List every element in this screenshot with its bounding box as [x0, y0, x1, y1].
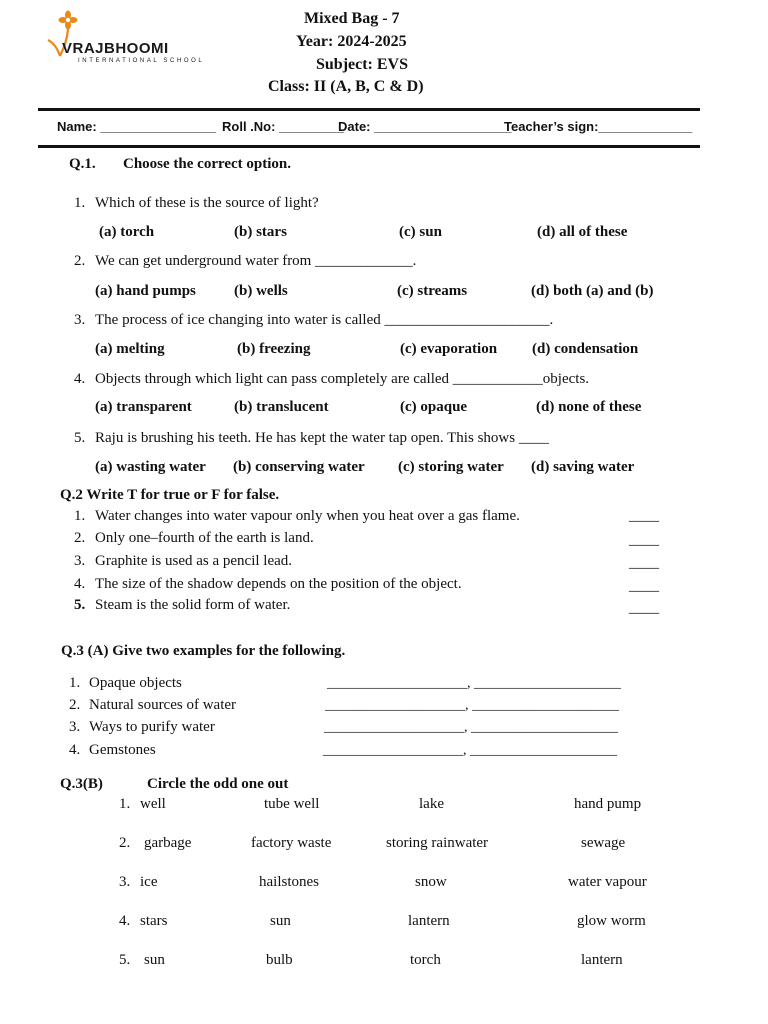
bottom-rule	[38, 145, 700, 148]
item-number: 4.	[74, 576, 86, 592]
answer-blank: ____	[629, 532, 659, 548]
option-a: (a) hand pumps	[95, 283, 196, 299]
option-d: (d) saving water	[531, 459, 635, 475]
option-a: (a) melting	[95, 341, 165, 357]
word-option: hand pump	[574, 796, 642, 812]
header-year: Year: 2024-2025	[296, 33, 407, 50]
option-c: (c) streams	[397, 283, 468, 299]
item-number: 5.	[74, 597, 86, 613]
header-title: Mixed Bag - 7	[304, 10, 400, 27]
option-d: (d) both (a) and (b)	[531, 283, 654, 299]
answer-blank: ____	[629, 600, 659, 616]
statement-text: Only one–fourth of the earth is land.	[95, 530, 314, 546]
word-option: stars	[140, 913, 168, 929]
option-a: (a) torch	[99, 224, 155, 240]
option-b: (b) translucent	[234, 399, 329, 415]
question-text: Which of these is the source of light?	[95, 195, 319, 211]
option-a: (a) wasting water	[95, 459, 206, 475]
row-number: 2.	[119, 835, 131, 851]
word-option: lantern	[408, 913, 450, 929]
option-d: (d) condensation	[532, 341, 639, 357]
item-number: 4.	[69, 742, 81, 758]
roll-field: Roll .No: _________	[222, 119, 345, 134]
item-number: 1.	[69, 675, 81, 691]
header-class: Class: II (A, B, C & D)	[268, 78, 424, 95]
row-number: 5.	[119, 952, 131, 968]
word-option: torch	[410, 952, 441, 968]
statement-text: Water changes into water vapour only when you heat over a gas flame.	[95, 508, 520, 524]
question-text: We can get underground water from _____________.	[95, 253, 417, 269]
statement-text: The size of the shadow depends on the position of the object.	[95, 576, 462, 592]
option-b: (b) conserving water	[233, 459, 365, 475]
item-number: 3.	[74, 312, 86, 328]
option-c: (c) sun	[399, 224, 442, 240]
name-field: Name: ________________	[57, 119, 217, 134]
word-option: sewage	[581, 835, 626, 851]
word-option: sun	[144, 952, 165, 968]
item-number: 3.	[69, 719, 81, 735]
answer-blanks: ____________________, _____________________	[325, 698, 619, 713]
row-number: 3.	[119, 874, 131, 890]
answer-blanks: ____________________, _____________________	[323, 743, 617, 758]
school-subtitle: INTERNATIONAL SCHOOL	[78, 58, 205, 64]
word-option: garbage	[144, 835, 192, 851]
header-subject: Subject: EVS	[316, 56, 409, 73]
school-name: VRAJBHOOMI	[62, 40, 169, 57]
word-option: ice	[140, 874, 158, 890]
example-prompt: Gemstones	[89, 742, 156, 758]
answer-blank: ____	[629, 508, 659, 524]
option-a: (a) transparent	[95, 399, 192, 415]
item-number: 1.	[74, 195, 86, 211]
word-option: lake	[419, 796, 444, 812]
item-number: 1.	[74, 508, 86, 524]
option-b: (b) freezing	[237, 341, 311, 357]
option-d: (d) none of these	[536, 399, 642, 415]
question-text: Raju is brushing his teeth. He has kept the water tap open. This shows ____	[95, 430, 549, 446]
word-option: glow worm	[577, 913, 646, 929]
item-number: 4.	[74, 371, 86, 387]
word-option: lantern	[581, 952, 623, 968]
q1-number: Q.1.	[69, 156, 96, 172]
option-b: (b) wells	[234, 283, 288, 299]
answer-blank: ____	[629, 578, 659, 594]
word-option: tube well	[264, 796, 320, 812]
row-number: 4.	[119, 913, 131, 929]
q3a-title: Q.3 (A) Give two examples for the following.	[61, 643, 346, 659]
example-prompt: Ways to purify water	[89, 719, 215, 735]
option-b: (b) stars	[234, 224, 287, 240]
word-option: water vapour	[568, 874, 647, 890]
q1-instruction: Choose the correct option.	[123, 156, 292, 172]
word-option: sun	[270, 913, 291, 929]
word-option: storing rainwater	[386, 835, 489, 851]
option-c: (c) evaporation	[400, 341, 498, 357]
answer-blanks: ____________________, _____________________	[327, 676, 621, 691]
q3b-title: Circle the odd one out	[147, 776, 289, 792]
q2-title: Q.2 Write T for true or F for false.	[60, 487, 280, 503]
question-text: Objects through which light can pass completely are called ____________objects.	[95, 371, 590, 387]
statement-text: Steam is the solid form of water.	[95, 597, 291, 613]
answer-blank: ____	[629, 555, 659, 571]
word-option: bulb	[266, 952, 293, 968]
teacher-sign-field: Teacher’s sign:_____________	[504, 119, 693, 134]
example-prompt: Natural sources of water	[89, 697, 237, 713]
statement-text: Graphite is used as a pencil lead.	[95, 553, 293, 569]
item-number: 3.	[74, 553, 86, 569]
q3b-label: Q.3(B)	[60, 776, 103, 792]
word-option: well	[140, 796, 166, 812]
word-option: snow	[415, 874, 447, 890]
top-rule	[38, 108, 700, 111]
row-number: 1.	[119, 796, 131, 812]
date-field: Date: ___________________	[338, 119, 512, 134]
item-number: 2.	[74, 530, 86, 546]
option-c: (c) opaque	[400, 399, 468, 415]
question-text: The process of ice changing into water is called ______________________.	[95, 312, 554, 328]
school-logo	[44, 10, 205, 68]
item-number: 5.	[74, 430, 86, 446]
word-option: hailstones	[259, 874, 319, 890]
word-option: factory waste	[251, 835, 332, 851]
answer-blanks: ____________________, _____________________	[324, 720, 618, 735]
example-prompt: Opaque objects	[89, 675, 182, 691]
item-number: 2.	[69, 697, 81, 713]
item-number: 2.	[74, 253, 86, 269]
option-c: (c) storing water	[398, 459, 504, 475]
option-d: (d) all of these	[537, 224, 628, 240]
